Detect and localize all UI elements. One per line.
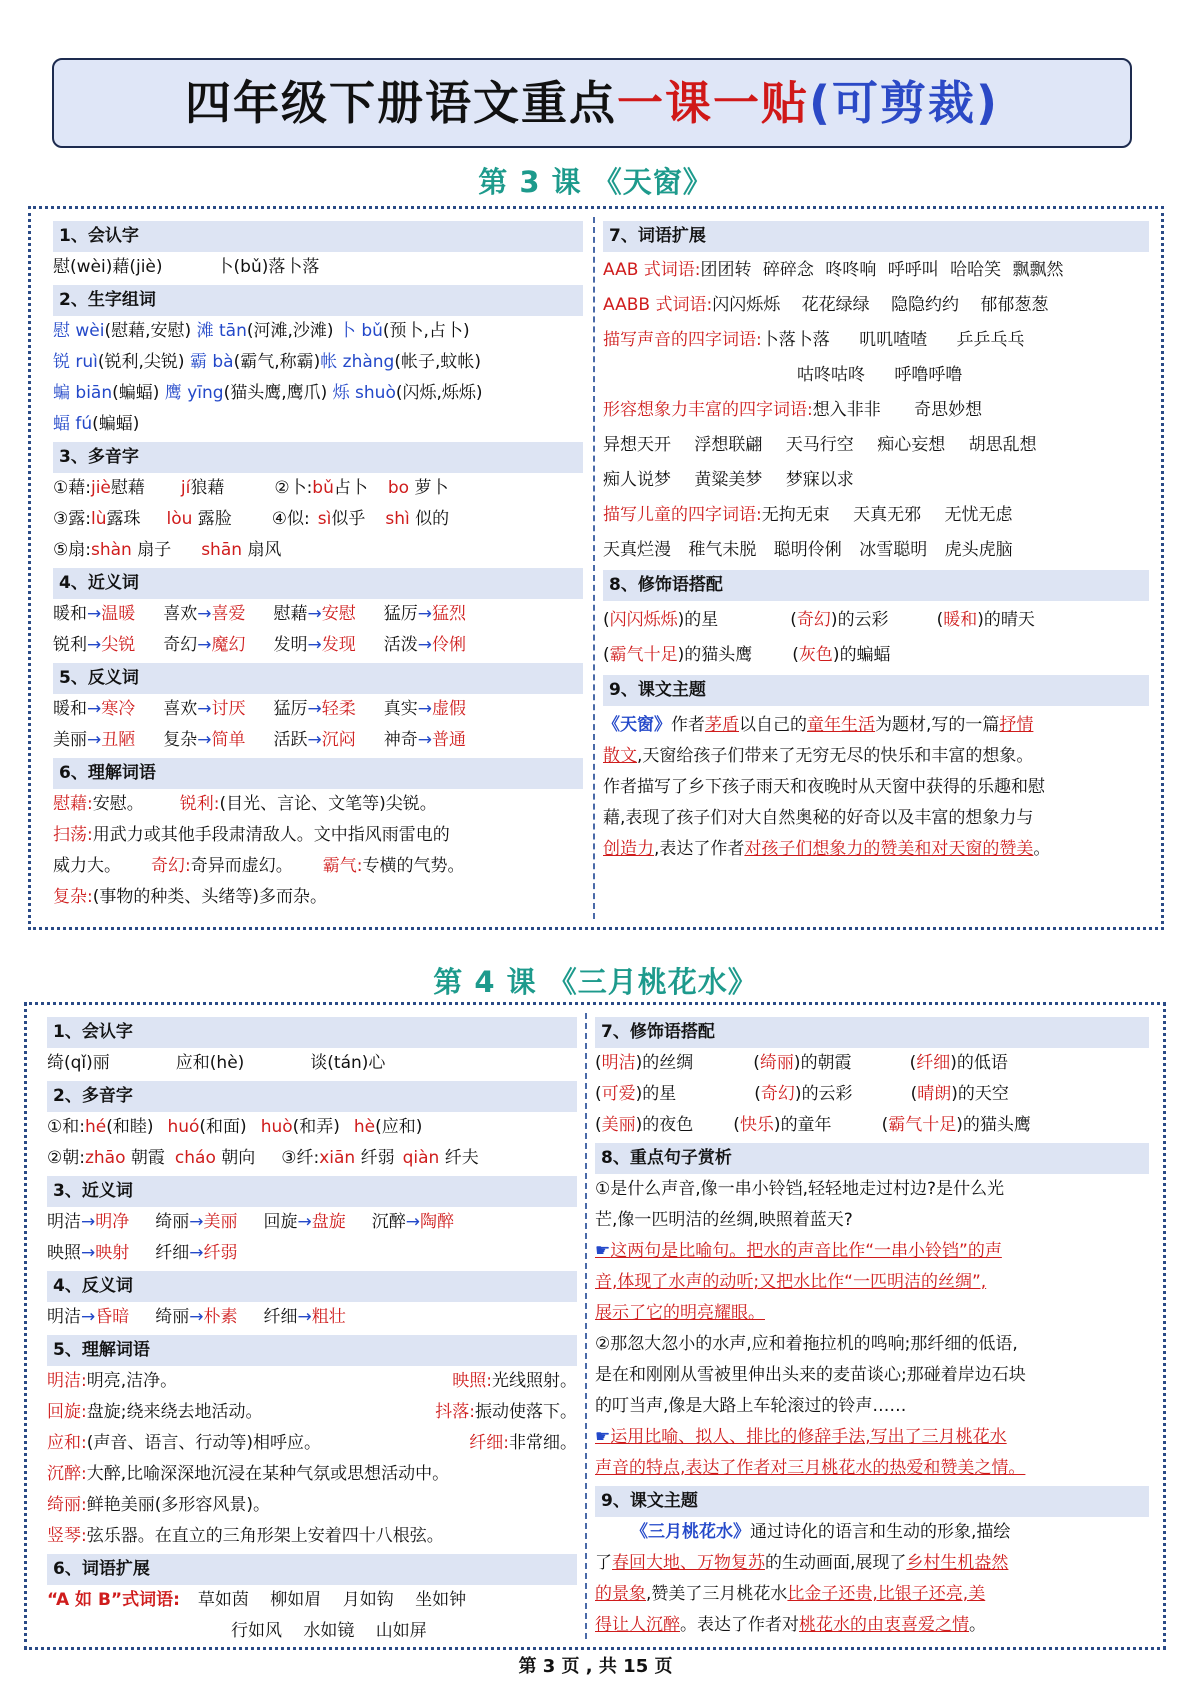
definition-row: 复杂:(事物的种类、头绪等)多而杂。	[53, 887, 327, 907]
section-heading: 3、多音字	[53, 442, 583, 473]
analysis-text: 展示了它的明亮耀眼。	[595, 1303, 765, 1323]
antonym-row: 美丽→丑陋 复杂→简单 活跃→沉闷 神奇→普通	[53, 730, 466, 750]
antonym-row: 明洁→昏暗 绮丽→朴素 纤细→粗壮	[47, 1307, 346, 1327]
pointing-hand-icon: ☛	[595, 1427, 611, 1447]
definition-row: 应和:(声音、语言、行动等)相呼应。 纤细:非常细。	[47, 1433, 577, 1453]
sentence-text: 是在和刚刚从雪被里伸出头来的麦苗谈心;那碰着岸边石块	[595, 1365, 1026, 1385]
section-heading: 8、修饰语搭配	[603, 570, 1149, 601]
section-heading: 2、多音字	[47, 1081, 577, 1112]
section-heading: 2、生字组词	[53, 285, 583, 316]
section-heading: 8、重点句子赏析	[595, 1143, 1149, 1174]
expansion-row: 行如风 水如镜 山如屏	[231, 1621, 427, 1641]
lesson-3-right-column	[603, 219, 1149, 865]
section-heading: 6、理解词语	[53, 758, 583, 789]
expansion-row: “A 如 B”式词语: 草如茵 柳如眉 月如钩 坐如钟	[47, 1590, 467, 1610]
section-heading: 1、会认字	[53, 221, 583, 252]
section-heading: 3、近义词	[47, 1176, 577, 1207]
definition-row: 明洁:明亮,洁净。 映照:光线照射。	[47, 1371, 577, 1391]
title-note: (可剪裁)	[808, 76, 1000, 130]
analysis-text: ☛运用比喻、拟人、排比的修辞手法,写出了三月桃花水	[595, 1427, 1007, 1447]
antonym-row: 暖和→寒冷 喜欢→讨厌 猛厉→轻柔 真实→虚假	[53, 699, 466, 719]
recognize-chars: 绮(qǐ)丽 应和(hè) 谈(tán)心	[47, 1053, 386, 1073]
lesson-3-left-column	[53, 219, 583, 913]
polyphone-row: ⑤扇:shàn 扇子 shān 扇风	[53, 540, 282, 560]
lesson-3-title: 第 3 课 《天窗》	[478, 165, 713, 199]
page-number: 第 3 页 , 共 15 页	[518, 1656, 673, 1677]
analysis-text: ☛这两句是比喻句。把水的声音比作“一串小铃铛”的声	[595, 1241, 1002, 1261]
expansion-row: AAB 式词语:团团转 碎碎念 咚咚响 呼呼叫 哈哈笑 飘飘然	[603, 260, 1064, 280]
definition-row: 绮丽:鲜艳美丽(多形容风景)。	[47, 1495, 270, 1515]
modifier-row: (霸气十足)的猫头鹰 (灰色)的蝙蝠	[603, 645, 891, 665]
expansion-row: 天真烂漫 稚气未脱 聪明伶俐 冰雪聪明 虎头虎脑	[603, 540, 1013, 560]
analysis-text: 音,体现了水声的动听;又把水比作“一匹明洁的丝绸”,	[595, 1272, 987, 1292]
expansion-row: 形容想象力丰富的四字词语:想入非非 奇思妙想	[603, 400, 983, 420]
title-highlight: 一课一贴	[616, 76, 809, 130]
synonym-row: 暖和→温暖 喜欢→喜爱 慰藉→安慰 猛厉→猛烈	[53, 604, 466, 624]
lesson-4-left-column	[47, 1015, 577, 1647]
lesson-4-card	[24, 1002, 1166, 1650]
section-heading: 4、反义词	[47, 1271, 577, 1302]
lesson-4-title: 第 4 课 《三月桃花水》	[433, 965, 758, 999]
synonym-row: 明洁→明净 绮丽→美丽 回旋→盘旋 沉醉→陶醉	[47, 1212, 454, 1232]
section-heading: 4、近义词	[53, 568, 583, 599]
polyphone-row: ①藉:jiè慰藉 jí狼藉 ②卜:bǔ占卜 bo 萝卜	[53, 478, 449, 498]
synonym-row: 映照→映射 纤细→纤弱	[47, 1243, 238, 1263]
theme-paragraph: 《天窗》作者茅盾以自己的童年生活为题材,写的一篇抒情 散文,天窗给孩子们带来了无穷无尽的快乐和丰富的想象。 作者描写了乡下孩子雨天和夜晚时从天窗中获得的乐趣和慰 藉,表现了孩子们对大自然奥秘的好奇以及丰富的想象力与 创造力,表达了作者对孩子们想象力的赞美和对天窗的赞美。	[603, 715, 1051, 859]
polyphone-row: ③露:lù露珠 lòu 露脸 ④似: sì似乎 shì 似的	[53, 509, 450, 529]
lesson-3-card	[28, 206, 1164, 930]
modifier-row: (明洁)的丝绸 (绮丽)的朝霞 (纤细)的低语	[595, 1053, 1008, 1073]
sentence-text: ②那忽大忽小的水声,应和着拖拉机的鸣响;那纤细的低语,	[595, 1334, 1018, 1354]
title-text: 四年级下册语文重点	[184, 76, 617, 130]
section-heading: 1、会认字	[47, 1017, 577, 1048]
expansion-row: 异想天开 浮想联翩 天马行空 痴心妄想 胡思乱想	[603, 435, 1037, 455]
lesson-4-right-column	[595, 1015, 1149, 1641]
synonym-row: 锐利→尖锐 奇幻→魔幻 发明→发现 活泼→伶俐	[53, 635, 466, 655]
section-heading: 9、课文主题	[603, 675, 1149, 706]
sentence-text: 的叮当声,像是大路上车轮滚过的铃声……	[595, 1396, 907, 1416]
modifier-row: (可爱)的星 (奇幻)的云彩 (晴朗)的天空	[595, 1084, 1009, 1104]
analysis-text: 声音的特点,表达了作者对三月桃花水的热爱和赞美之情。	[595, 1458, 1026, 1478]
column-divider	[585, 1013, 587, 1639]
sentence-text: 芒,像一匹明洁的丝绸,映照着蓝天?	[595, 1210, 853, 1230]
modifier-row: (闪闪烁烁)的星 (奇幻)的云彩 (暖和)的晴天	[603, 610, 1035, 630]
word-row: 蝠 fú(蝙蝠)	[53, 414, 140, 434]
definition-row: 扫荡:用武力或其他手段肃清敌人。文中指风雨雷电的	[53, 825, 450, 845]
theme-paragraph: 《三月桃花水》通过诗化的语言和生动的形象,描绘 了春回大地、万物复苏的生动画面,展现了乡村生机盎然 的景象,赞美了三月桃花水比金子还贵,比银子还亮,美 得让人沉醉。表达了作者对桃花水的由衷喜爱之情。	[595, 1522, 1011, 1635]
sentence-text: ①是什么声音,像一串小铃铛,轻轻地走过村边?是什么光	[595, 1179, 1005, 1199]
modifier-row: (美丽)的夜色 (快乐)的童年 (霸气十足)的猫头鹰	[595, 1115, 1031, 1135]
recognize-chars: 慰(wèi)藉(jiè) 卜(bǔ)落卜落	[53, 257, 320, 277]
polyphone-row: ②朝:zhāo 朝霞 cháo 朝向 ③纤:xiān 纤弱 qiàn 纤夫	[47, 1148, 479, 1168]
section-heading: 7、词语扩展	[603, 221, 1149, 252]
page-title	[52, 58, 1132, 148]
word-row: 蝙 biān(蝙蝠) 鹰 yīng(猫头鹰,鹰爪) 烁 shuò(闪烁,烁烁)	[53, 383, 483, 403]
section-heading: 6、词语扩展	[47, 1554, 577, 1585]
section-heading: 5、理解词语	[47, 1335, 577, 1366]
definition-row: 慰藉:安慰。 锐利:(目光、言论、文笔等)尖锐。	[53, 794, 437, 814]
word-row: 锐 ruì(锐利,尖锐) 霸 bà(霸气,称霸)帐 zhàng(帐子,蚊帐)	[53, 352, 482, 372]
section-heading: 7、修饰语搭配	[595, 1017, 1149, 1048]
polyphone-row: ①和:hé(和睦) huó(和面) huò(和弄) hè(应和)	[47, 1117, 423, 1137]
section-heading: 9、课文主题	[595, 1486, 1149, 1517]
expansion-row: 咕咚咕咚 呼噜呼噜	[797, 365, 963, 385]
expansion-row: 痴人说梦 黄粱美梦 梦寐以求	[603, 470, 854, 490]
pointing-hand-icon: ☛	[595, 1241, 611, 1261]
word-row: 慰 wèi(慰藉,安慰) 滩 tān(河滩,沙滩) 卜 bǔ(预卜,占卜)	[53, 321, 470, 341]
definition-row: 回旋:盘旋;绕来绕去地活动。 抖落:振动使落下。	[47, 1402, 577, 1422]
definition-row: 威力大。 奇幻:奇异而虚幻。 霸气:专横的气势。	[53, 856, 465, 876]
expansion-row: AABB 式词语:闪闪烁烁 花花绿绿 隐隐约约 郁郁葱葱	[603, 295, 1049, 315]
expansion-row: 描写儿童的四字词语:无拘无束 天真无邪 无忧无虑	[603, 505, 1013, 525]
section-heading: 5、反义词	[53, 663, 583, 694]
expansion-row: 描写声音的四字词语:卜落卜落 叽叽喳喳 乒乒乓乓	[603, 330, 1025, 350]
definition-row: 竖琴:弦乐器。在直立的三角形架上安着四十八根弦。	[47, 1526, 444, 1546]
column-divider	[593, 217, 595, 919]
definition-row: 沉醉:大醉,比喻深深地沉浸在某种气氛或思想活动中。	[47, 1464, 450, 1484]
